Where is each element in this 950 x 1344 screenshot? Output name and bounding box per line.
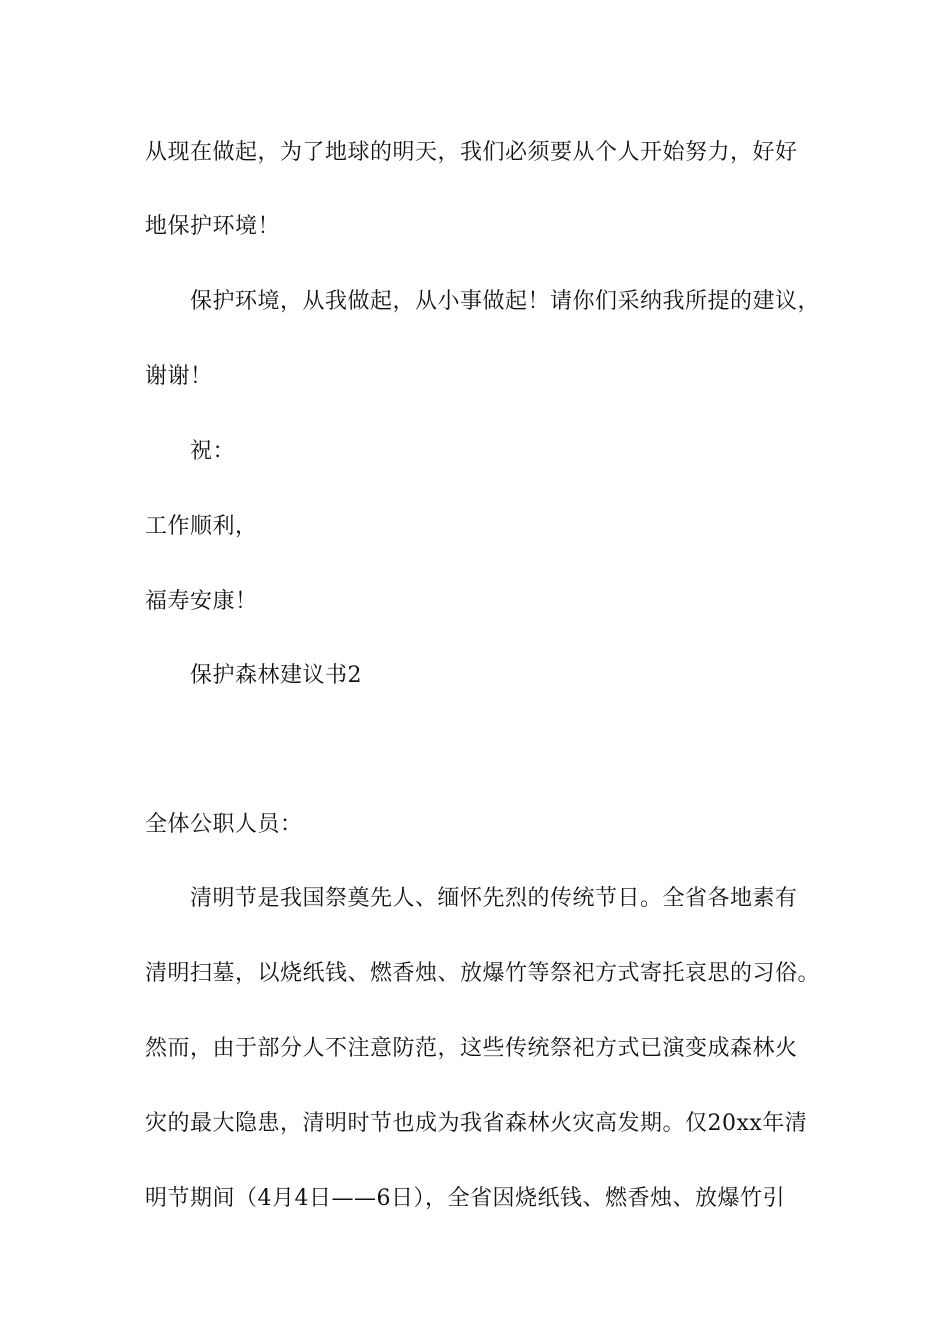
section-title: 保护森林建议书2	[190, 663, 362, 688]
text-line-1: 从现在做起，为了地球的明天，我们必须要从个人开始努力，好好	[145, 140, 798, 165]
greeting-line: 祝：	[190, 439, 236, 464]
text-line-3: 保护环境，从我做起，从小事做起！请你们采纳我所提的建议，	[190, 289, 821, 314]
salutation-line: 全体公职人员：	[145, 812, 303, 837]
text-line-14: 明节期间（4月4日——6日），全省因烧纸钱、燃香烛、放爆竹引	[145, 1186, 785, 1211]
text-line-10: 清明节是我国祭奠先人、缅怀先烈的传统节日。全省各地素有	[190, 886, 798, 911]
text-line-11: 清明扫墓，以烧纸钱、燃香烛、放爆竹等祭祀方式寄托哀思的习俗。	[145, 961, 821, 986]
text-line-4: 谢谢！	[145, 364, 213, 389]
text-line-13: 灾的最大隐患，清明时节也成为我省森林火灾高发期。仅20xx年清	[145, 1111, 808, 1136]
text-line-2: 地保护环境！	[145, 214, 281, 239]
text-line-12: 然而，由于部分人不注意防范，这些传统祭祀方式已演变成森林火	[145, 1036, 798, 1061]
wish-line-2: 福寿安康！	[145, 589, 258, 614]
wish-line-1: 工作顺利，	[145, 514, 258, 539]
